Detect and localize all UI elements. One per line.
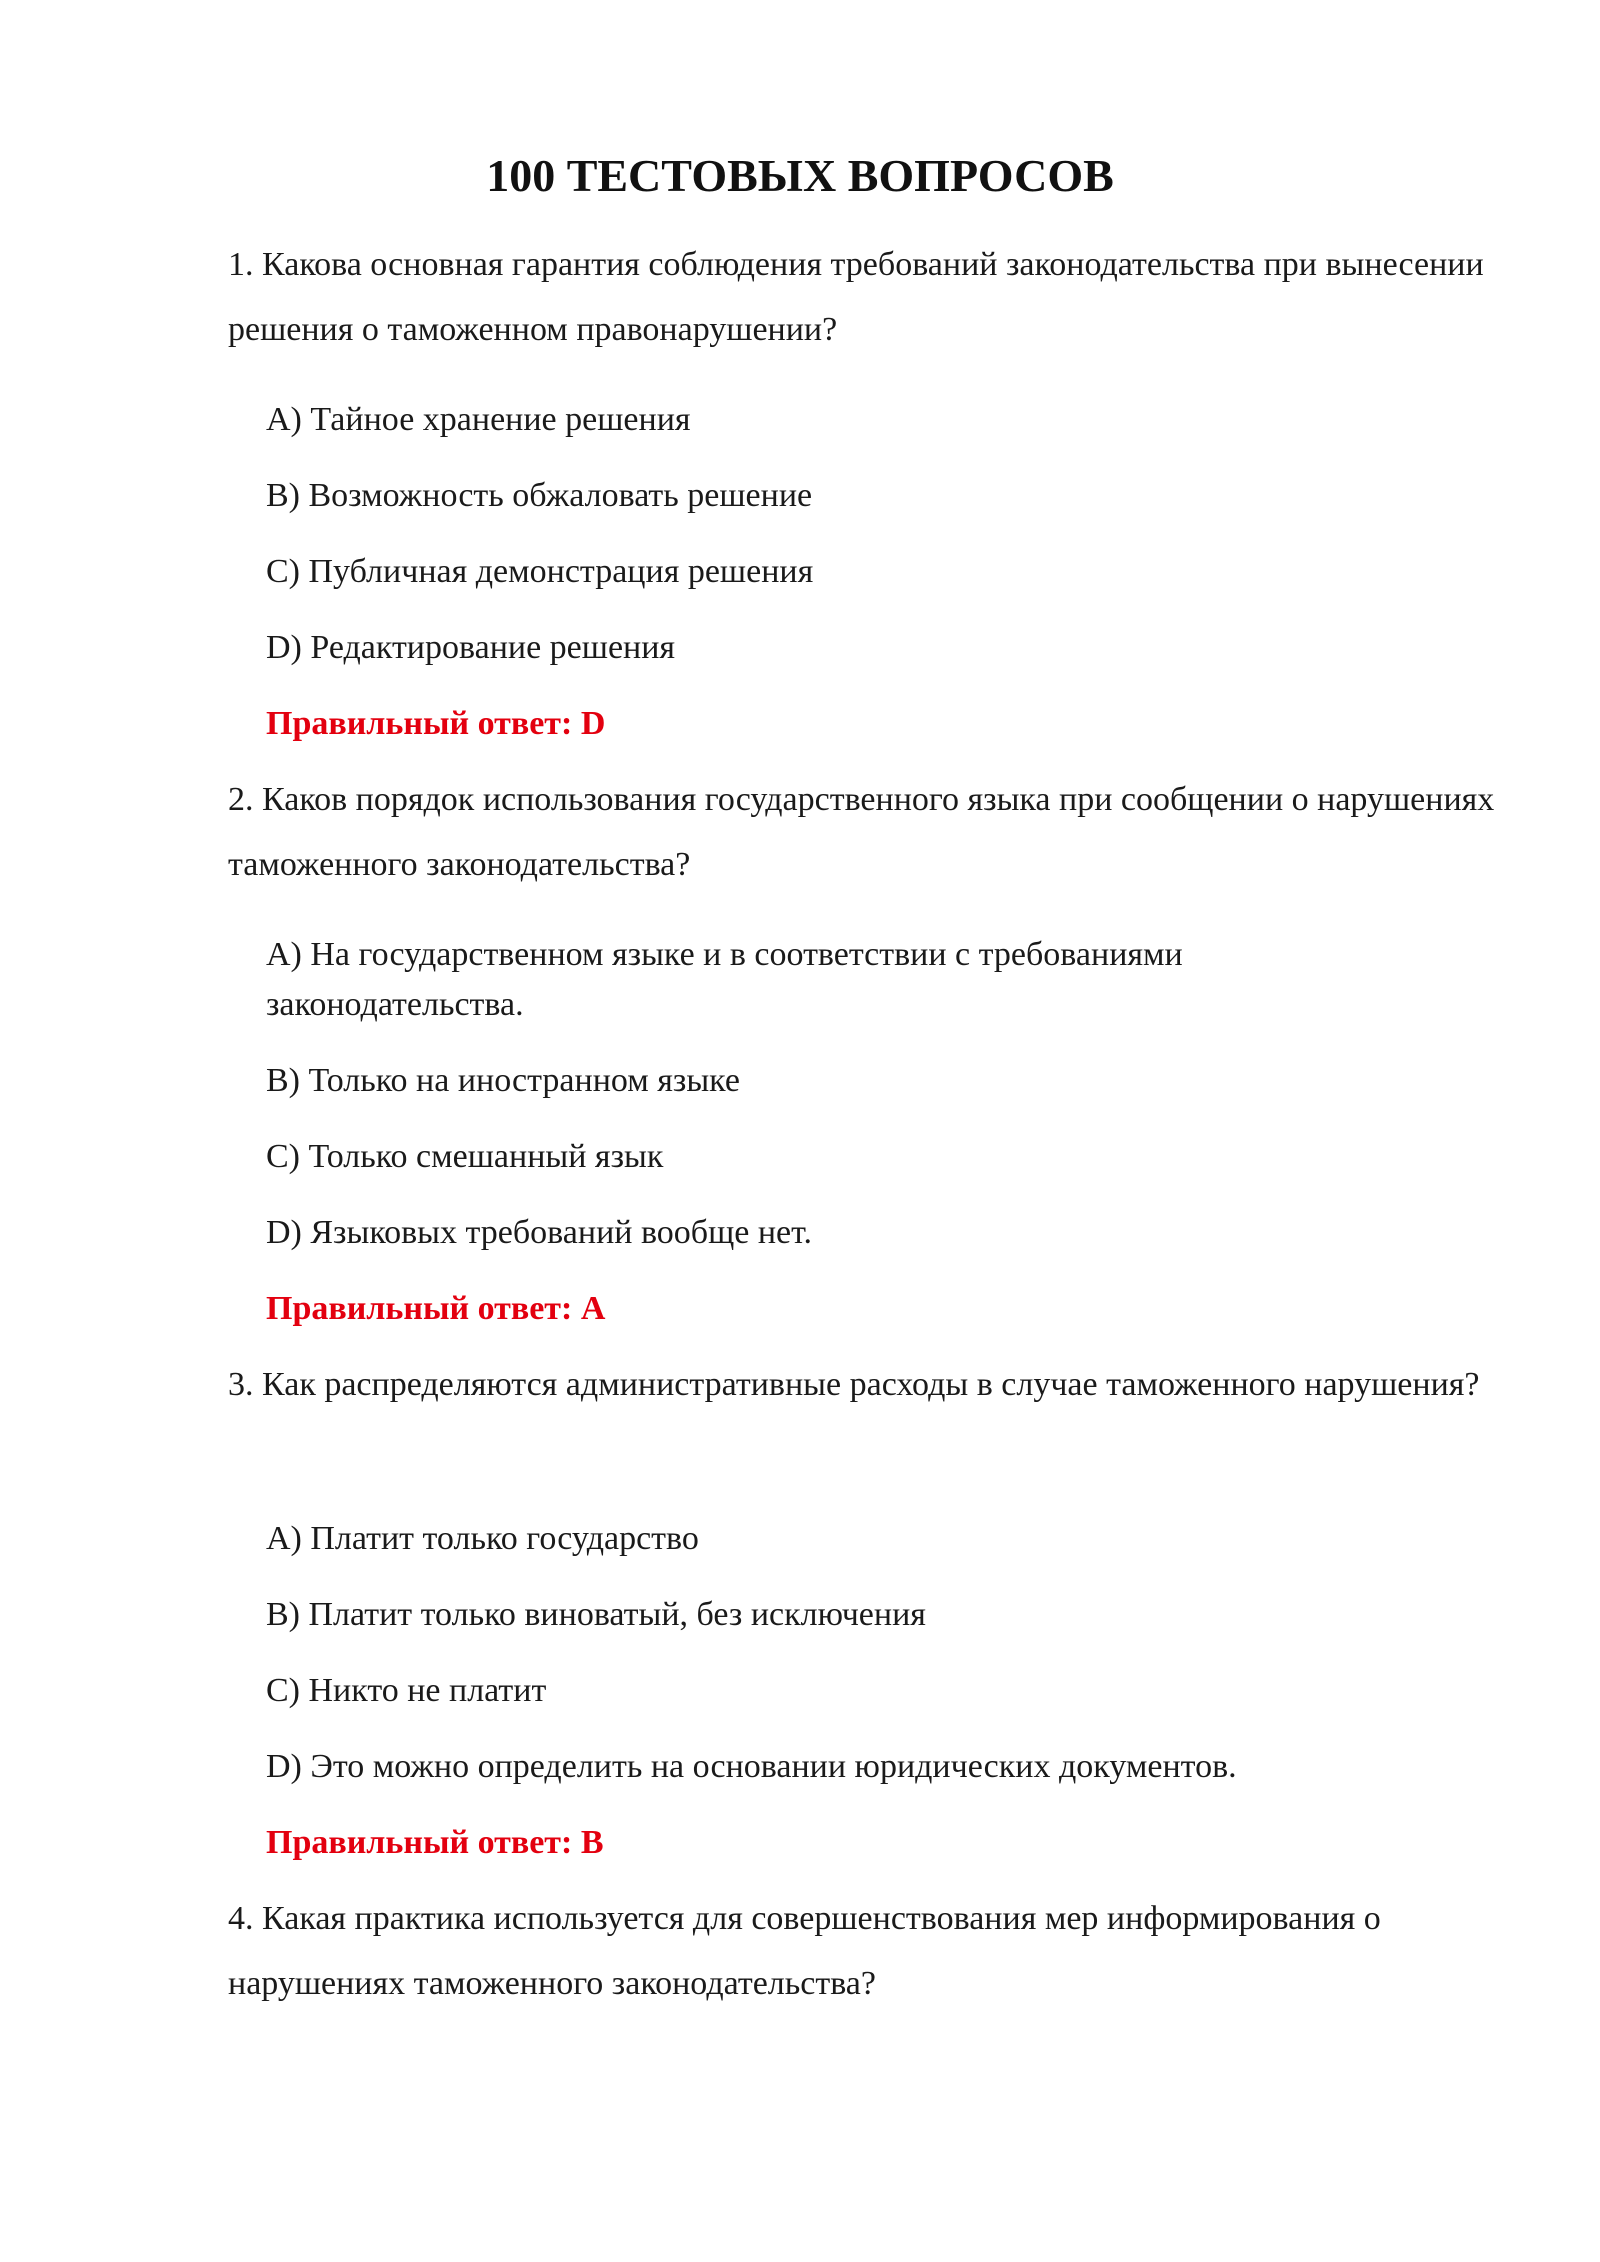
correct-answer: Правильный ответ: D: [266, 705, 606, 742]
answer-option: A) Тайное хранение решения: [266, 401, 691, 438]
answer-option: C) Публичная демонстрация решения: [266, 553, 814, 590]
answer-option: C) Никто не платит: [266, 1672, 547, 1709]
question-text: 1. Какова основная гарантия соблюдения требований законодательства при вынесении решения о таможенном правонарушении?: [228, 246, 1484, 348]
answer-option: B) Только на иностранном языке: [266, 1062, 740, 1099]
answer-option: A) Платит только государство: [266, 1520, 699, 1557]
answer-option: D) Языковых требований вообще нет.: [266, 1214, 812, 1251]
answer-option: D) Это можно определить на основании юридических документов.: [266, 1748, 1237, 1785]
question-text: 4. Какая практика используется для совершенствования мер информирования о нарушениях таможенного законодательства?: [228, 1900, 1381, 2002]
answer-option: D) Редактирование решения: [266, 629, 676, 666]
answer-option: B) Платит только виноватый, без исключения: [266, 1596, 926, 1633]
question-text: 3. Как распределяются административные расходы в случае таможенного нарушения?: [228, 1366, 1480, 1403]
correct-answer: Правильный ответ: A: [266, 1290, 606, 1327]
answer-option: C) Только смешанный язык: [266, 1138, 664, 1175]
answer-option: A) На государственном языке и в соответствии с требованиями законодательства.: [266, 936, 1183, 1023]
correct-answer: Правильный ответ: B: [266, 1824, 604, 1861]
document-title: 100 ТЕСТОВЫХ ВОПРОСОВ: [486, 150, 1114, 201]
answer-option: B) Возможность обжаловать решение: [266, 477, 813, 514]
question-text: 2. Каков порядок использования государственного языка при сообщении о нарушениях таможенного законодательства?: [228, 781, 1495, 883]
